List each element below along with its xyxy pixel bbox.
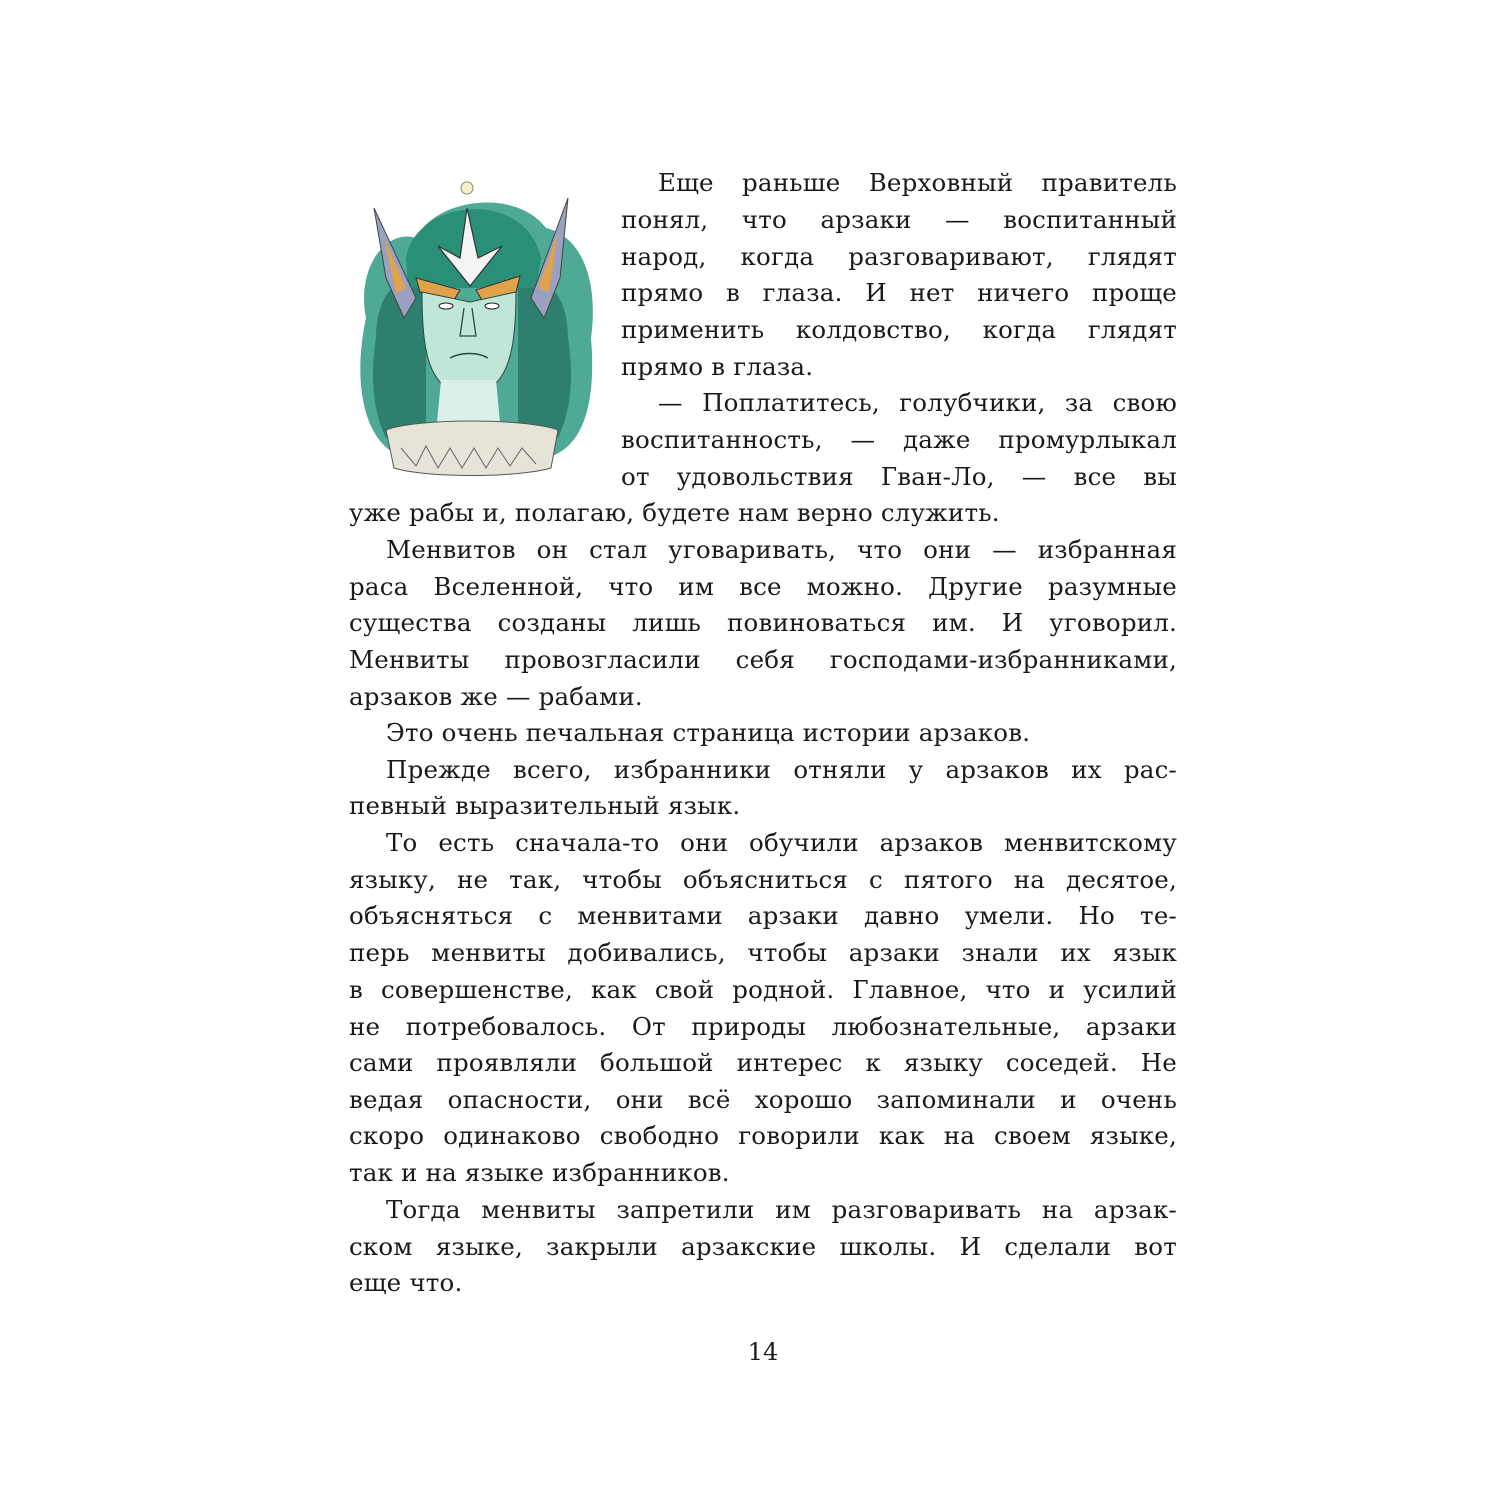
text-line: певный выразительный язык. <box>349 791 741 820</box>
text-line: ском языке, закрыли арзакские школы. И сделали вот <box>349 1232 1177 1261</box>
text-line: прямо в глаза. <box>621 352 814 381</box>
text-line: То есть сначала-то они обучили арзаков менвитскому <box>386 828 1177 857</box>
text-line: языку, не так, чтобы объясниться с пятого на десятое, <box>349 865 1177 894</box>
text-line: Это очень печальная страница истории арзаков. <box>386 718 1031 747</box>
text-line: Тогда менвиты запретили им разговаривать на арзак- <box>386 1195 1177 1224</box>
text-line: так и на языке избранников. <box>349 1158 730 1187</box>
text-line: применить колдовство, когда глядят <box>621 315 1177 344</box>
text-line: прямо в глаза. И нет ничего проще <box>621 278 1177 307</box>
text-line: арзаков же — рабами. <box>349 682 643 711</box>
text-line: Менвиты провозгласили себя господами-избранниками, <box>349 645 1177 674</box>
text-line: скоро одинаково свободно говорили как на своем языке, <box>349 1121 1177 1150</box>
text-line: раса Вселенной, что им все можно. Другие разумные <box>349 572 1177 601</box>
page-number: 14 <box>747 1338 779 1366</box>
text-line: воспитанность, — даже промурлыкал <box>621 425 1177 454</box>
text-line: существа созданы лишь повиноваться им. И уговорил. <box>349 608 1177 637</box>
text-line: — Поплатитесь, голубчики, за свою <box>658 388 1177 417</box>
text-line: в совершенстве, как свой родной. Главное, что и усилий <box>349 975 1177 1004</box>
text-line: Прежде всего, избранники отняли у арзаков их рас- <box>386 755 1177 784</box>
text-line: Менвитов он стал уговаривать, что они — избранная <box>386 535 1177 564</box>
text-line: сами проявляли большой интерес к языку соседей. Не <box>349 1048 1177 1077</box>
text-line: не потребовалось. От природы любознательные, арзаки <box>349 1012 1177 1041</box>
text-line: народ, когда разговаривают, глядят <box>621 242 1177 271</box>
text-line: понял, что арзаки — воспитанный <box>621 205 1177 234</box>
text-line: перь менвиты добивались, чтобы арзаки знали их язык <box>349 938 1177 967</box>
gwan-lo-portrait-illustration <box>346 168 598 484</box>
text-line: от удовольствия Гван-Ло, — все вы <box>621 462 1177 491</box>
text-line: Еще раньше Верховный правитель <box>658 168 1177 197</box>
text-line: уже рабы и, полагаю, будете нам верно служить. <box>349 498 1000 527</box>
text-line: объясняться с менвитами арзаки давно умели. Но те- <box>349 901 1177 930</box>
text-line: ведая опасности, они всё хорошо запоминали и очень <box>349 1085 1177 1114</box>
text-line: еще что. <box>349 1268 463 1297</box>
